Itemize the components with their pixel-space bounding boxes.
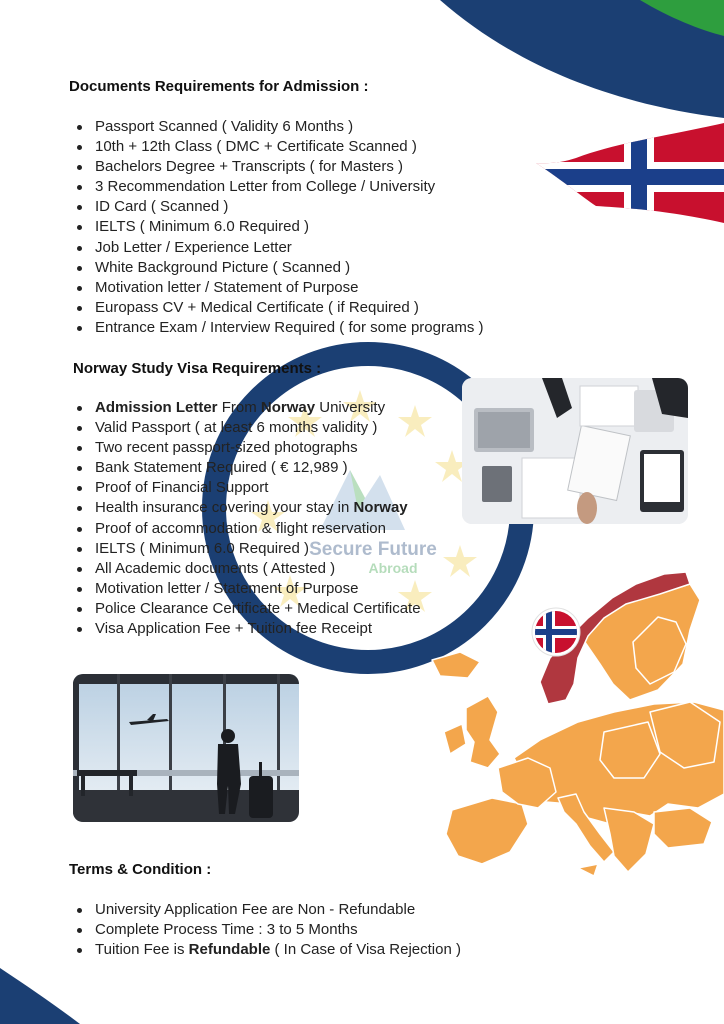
office-desk-photo [462,378,688,524]
list-item: Europass CV + Medical Certificate ( if Required ) [95,298,483,318]
list-item: Health insurance covering your stay in Norway [95,498,421,518]
list-item: 10th + 12th Class ( DMC + Certificate Scanned ) [95,137,483,157]
list-item: Tuition Fee is Refundable ( In Case of Visa Rejection ) [95,940,461,960]
top-right-swoosh [0,0,724,130]
watermark-line2: Abroad [368,560,418,576]
list-item: Bachelors Degree + Transcripts ( for Masters ) [95,157,483,177]
list-item: Entrance Exam / Interview Required ( for some programs ) [95,318,483,338]
list-item: Admission Letter From Norway University [95,398,421,418]
watermark-line1: Secure Future [309,539,437,560]
list-item: 3 Recommendation Letter from College / University [95,177,483,197]
documents-list [69,117,483,338]
list-item: Motivation letter / Statement of Purpose [95,278,483,298]
list-item: Job Letter / Experience Letter [95,238,483,258]
list-item: Complete Process Time : 3 to 5 Months [95,920,461,940]
europe-map-icon [428,572,724,904]
list-item: Passport Scanned ( Validity 6 Months ) [95,117,483,137]
list-item: White Background Picture ( Scanned ) [95,258,483,278]
list-item: IELTS ( Minimum 6.0 Required ) [95,539,421,559]
visa-list [69,398,421,639]
list-item: IELTS ( Minimum 6.0 Required ) [95,217,483,237]
list-item: Proof of accommodation & flight reservation [95,519,421,539]
airport-photo [73,674,299,822]
list-item: Valid Passport ( at least 6 months validity ) [95,418,421,438]
list-item: ID Card ( Scanned ) [95,197,483,217]
norway-flag-icon [536,118,724,228]
list-item: Bank Statement Required ( € 12,989 ) [95,458,421,478]
list-item: University Application Fee are Non - Refundable [95,900,461,920]
list-item: Motivation letter / Statement of Purpose [95,579,421,599]
list-item: Visa Application Fee + Tuition fee Receipt [95,619,421,639]
list-item: Police Clearance Certificate + Medical Certificate [95,599,421,619]
terms-title: Terms & Condition : [69,861,212,878]
list-item: Two recent passport-sized photographs [95,438,421,458]
list-item: All Academic documents ( Attested ) [95,559,421,579]
terms-list [69,900,461,960]
list-item: Proof of Financial Support [95,478,421,498]
documents-title: Documents Requirements for Admission : [69,78,369,95]
bottom-left-swoosh [0,960,90,1024]
visa-title: Norway Study Visa Requirements : [73,360,322,377]
